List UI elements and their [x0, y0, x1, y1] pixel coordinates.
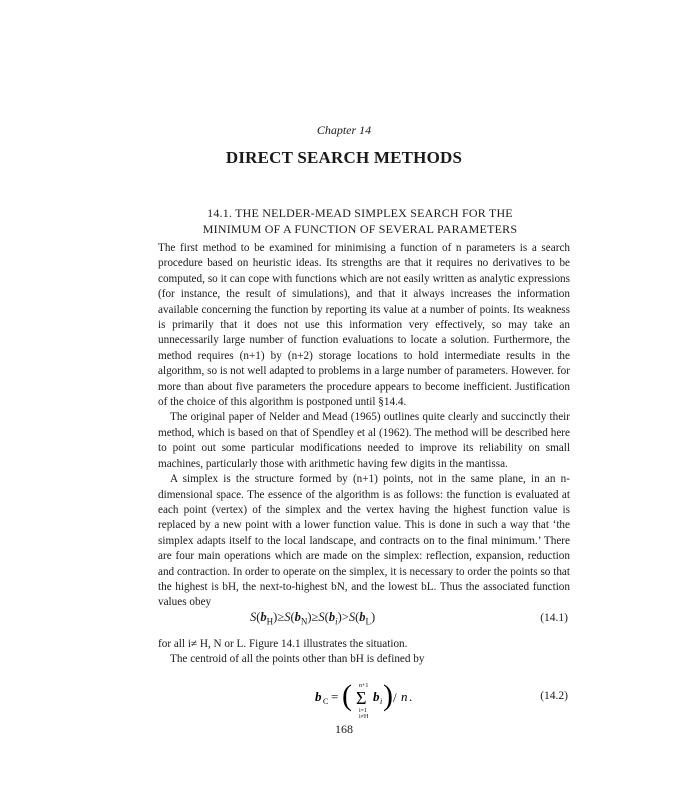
equation-number-14-1: (14.1): [540, 612, 568, 624]
paragraph-3: A simplex is the structure formed by (n+1) points, not in the same plane, in an n-dimensional space. The essence of the algorithm is as follows: the function is evaluated at each point (vertex) of the simplex and the vertex having the highest function value is replaced by a new point with a lower function value. This is done in such a way that ‘the simplex adapts itself to the local landscape, and contracts on to the final minimum.’ There are four main operations which are made on the simplex: reflection, expansion, reduction and contraction. In order to operate on the simplex, it is necessary to order the points so that the highest is bH, the next-to-highest bN, and the lowest bL. Thus the associated function values obey: [158, 473, 570, 609]
svg-text:/: /: [393, 690, 397, 705]
svg-text:n: n: [401, 689, 408, 704]
equation-14-1: $S(b_H)\ge S(b_N)\ge S(b_i)>S(b_L)$: [250, 610, 376, 627]
svg-text:b: b: [373, 689, 380, 704]
paragraph-1: The first method to be examined for minimising a function of n parameters is a search procedure based on heuristic ideas. Its strengths are that it requires no derivatives to be computed, so it can cope with functions which are not easily written as analytic expressions (for instance, the result of simulations), and that it always increases the information available concerning the function by reporting its value at a number of points. Its weakness is primarily that it does not use this information very effectively, so may take an unnecessarily large number of function evaluations to locate a solution. Furthermore, the method requires (n+1) by (n+2) storage locations to hold intermediate results in the algorithm, so is not well adapted to problems in a large number of parameters. However. for more than about five parameters the procedure appears to become inefficient. Justification of the choice of this algorithm is postponed until §14.4.: [158, 242, 570, 409]
paragraph-4: for all i≠ H, N or L. Figure 14.1 illustrates the situation.: [158, 638, 408, 650]
equation-number-14-2: (14.2): [540, 690, 568, 702]
svg-text:b: b: [315, 689, 322, 704]
svg-text:.: .: [409, 689, 413, 704]
paragraph-2: The original paper of Nelder and Mead (1965) outlines quite clearly and succinctly their method, which is based on that of Spendley et al (1962). The method will be described here to point out some particular modifications needed to improve its reliability on small machines, particularly those with arithmetic having few digits in the mantissa.: [158, 411, 570, 470]
svg-text:(: (: [342, 679, 352, 712]
svg-text:i=1: i=1: [359, 708, 368, 714]
body-text: [158, 241, 570, 611]
svg-text:=: =: [331, 689, 339, 704]
chapter-title: DIRECT SEARCH METHODS: [225, 148, 463, 167]
svg-text:Σ: Σ: [356, 688, 367, 708]
section-heading: [185, 205, 535, 237]
svg-text:n+1: n+1: [359, 683, 369, 689]
page-number: 168: [335, 722, 353, 736]
paragraph-5: The centroid of all the points other than bH is defined by: [170, 653, 425, 666]
chapter-label: Chapter 14: [316, 123, 372, 137]
section-heading-line-1: 14.1. THE NELDER-MEAD SIMPLEX SEARCH FOR THE: [207, 206, 513, 220]
svg-text:C: C: [323, 697, 329, 706]
svg-text:i: i: [380, 697, 383, 706]
section-heading-line-2: MINIMUM OF A FUNCTION OF SEVERAL PARAMETERS: [202, 222, 518, 236]
svg-text:): ): [383, 679, 393, 712]
body-text-continued: [158, 637, 570, 668]
equation-14-2: [315, 673, 435, 723]
svg-text:i≠H: i≠H: [359, 714, 369, 720]
